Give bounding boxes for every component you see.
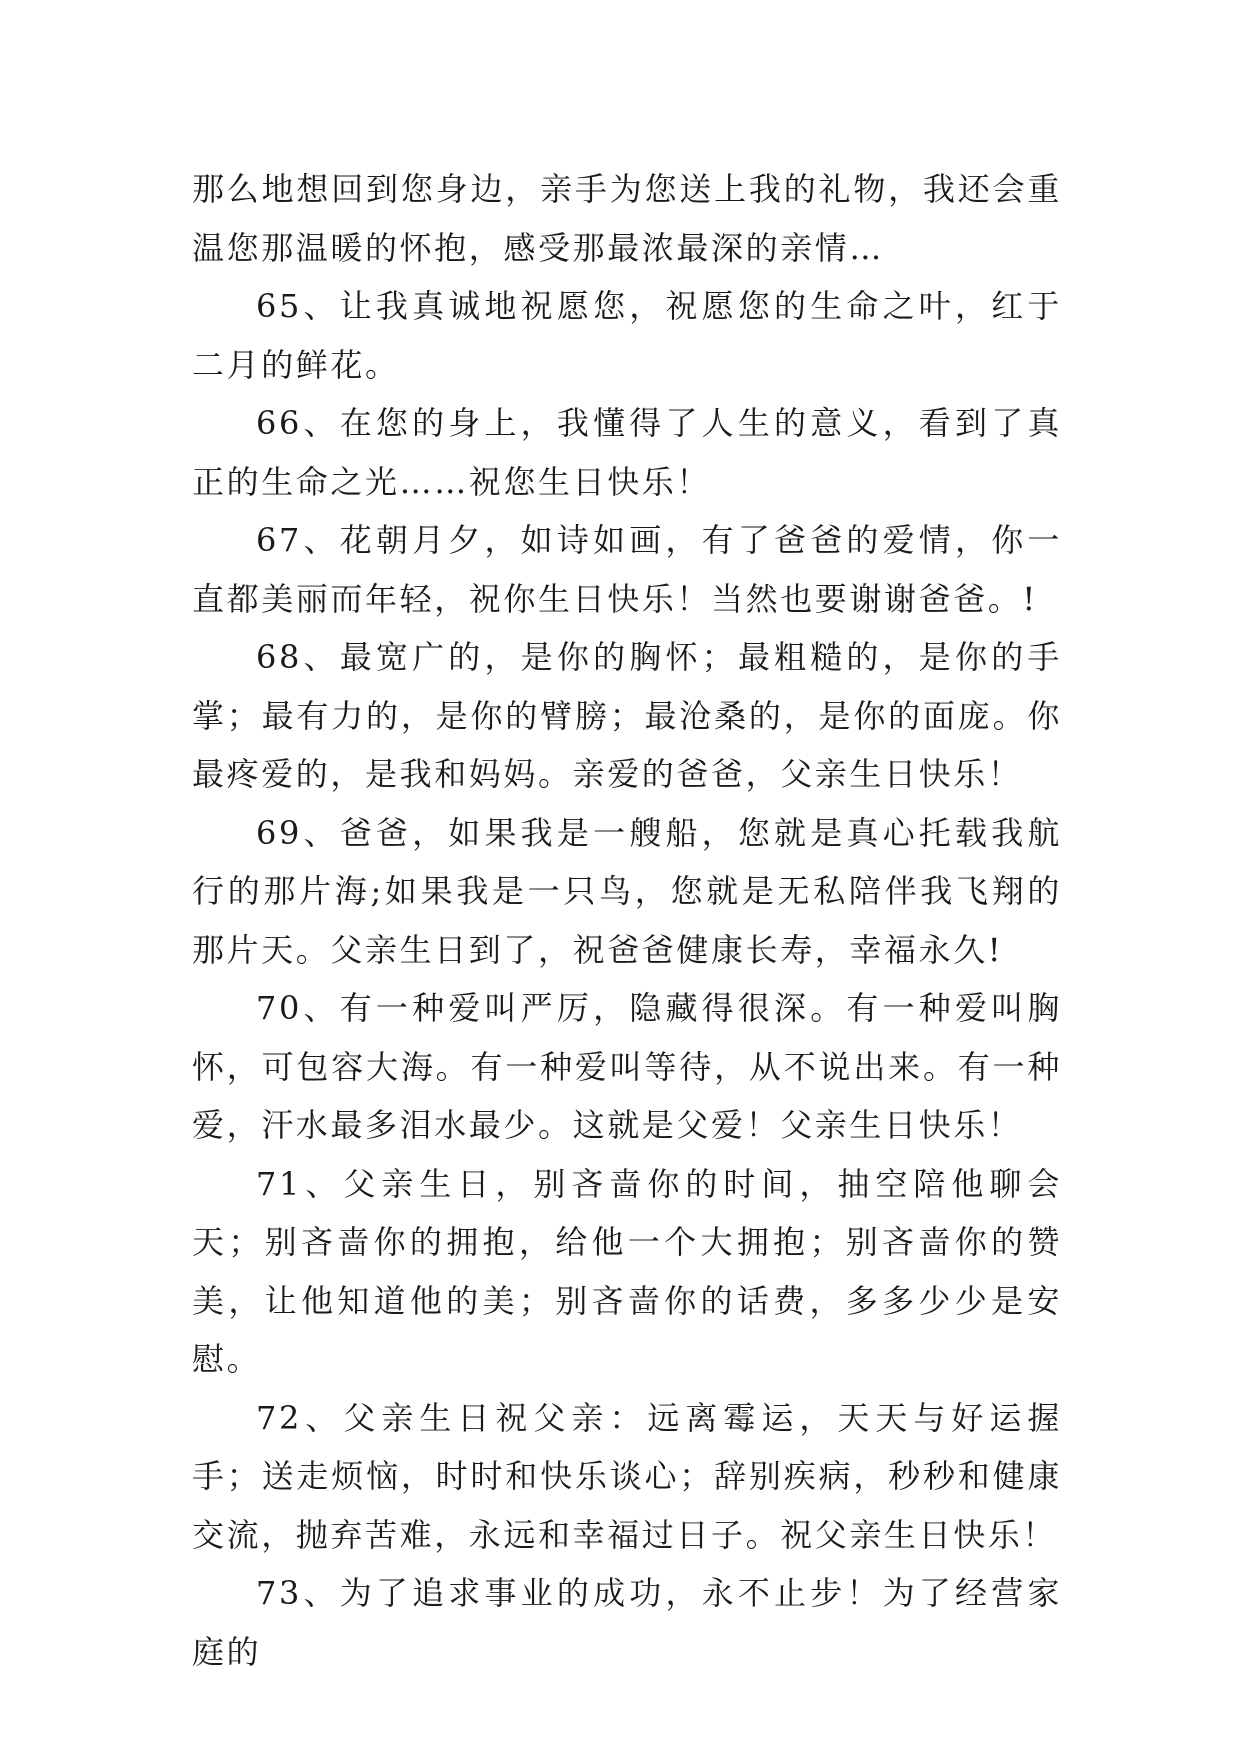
paragraph-70: 70、有一种爱叫严厉，隐藏得很深。有一种爱叫胸怀，可包容大海。有一种爱叫等待，从不说出来。有一种爱，汗水最多泪水最少。这就是父爱！父亲生日快乐！ [192,989,1062,1144]
paragraph-66: 66、在您的身上，我懂得了人生的意义，看到了真正的生命之光……祝您生日快乐！ [192,404,1062,501]
paragraph-69: 69、爸爸，如果我是一艘船，您就是真心托载我航行的那片海;如果我是一只鸟，您就是无私陪伴我飞翔的那片天。父亲生日到了，祝爸爸健康长寿，幸福永久! [192,813,1062,969]
paragraph-continuation: 那么地想回到您身边，亲手为您送上我的礼物，我还会重温您那温暖的怀抱，感受那最浓最深的亲情… [192,170,1062,267]
paragraph-72: 72、父亲生日祝父亲：远离霉运，天天与好运握手；送走烦恼，时时和快乐谈心；辞别疾病，秒秒和健康交流，抛弃苦难，永远和幸福过日子。祝父亲生日快乐！ [192,1398,1062,1554]
paragraph-67: 67、花朝月夕，如诗如画，有了爸爸的爱情，你一直都美丽而年轻，祝你生日快乐！当然也要谢谢爸爸。! [192,521,1062,618]
paragraph-65: 65、让我真诚地祝愿您，祝愿您的生命之叶，红于二月的鲜花。 [192,287,1062,384]
document-body [192,160,1062,1681]
paragraph-71: 71、父亲生日，别吝啬你的时间，抽空陪他聊会天；别吝啬你的拥抱，给他一个大拥抱；别吝啬你的赞美，让他知道他的美；别吝啬你的话费，多多少少是安慰。 [192,1164,1062,1378]
paragraph-73: 73、为了追求事业的成功，永不止步！为了经营家庭的 [192,1574,1062,1671]
paragraph-68: 68、最宽广的，是你的胸怀；最粗糙的，是你的手掌；最有力的，是你的臂膀；最沧桑的，是你的面庞。你最疼爱的，是我和妈妈。亲爱的爸爸，父亲生日快乐！ [192,638,1062,793]
